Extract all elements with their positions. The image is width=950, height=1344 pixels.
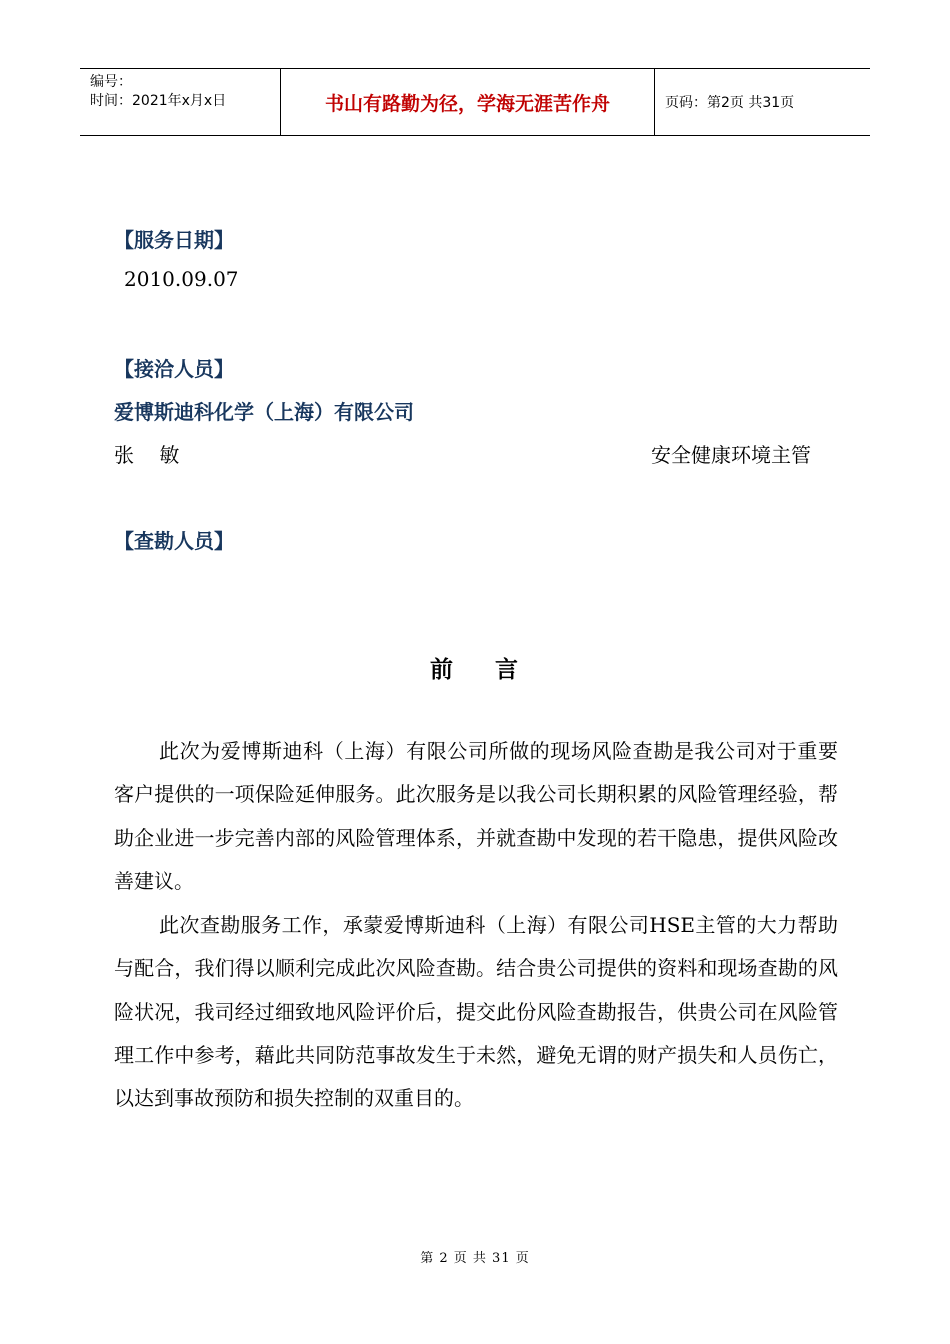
header-meta — [80, 69, 281, 135]
header-page-info: 页码：第2页 共31页 — [665, 95, 795, 111]
inspection-heading: 【查勘人员】 — [114, 529, 234, 553]
page-header — [80, 68, 870, 136]
reception-person-role: 安全健康环境主管 — [651, 443, 811, 467]
document-number-label: 编号： — [90, 74, 132, 90]
preface-paragraph-1: 此次为爱博斯迪科（上海）有限公司所做的现场风险查勘是我公司对于重要客户提供的一项保险延伸服务。此次服务是以我公司长期积累的风险管理经验，帮助企业进一步完善内部的风险管理体系，并就查勘中发现的若干隐患，提供风险改善建议。 — [114, 739, 838, 893]
reception-heading: 【接洽人员】 — [114, 357, 234, 381]
page-footer: 第 2 页 共 31 页 — [420, 1251, 530, 1266]
service-date-value: 2010.09.07 — [124, 267, 239, 291]
service-date-heading: 【服务日期】 — [114, 228, 234, 252]
header-motto: 书山有路勤为径，学海无涯苦作舟 — [281, 69, 655, 135]
preface-paragraph-2: 此次查勘服务工作，承蒙爱博斯迪科（上海）有限公司HSE主管的大力帮助与配合，我们得以顺利完成此次风险查勘。结合贵公司提供的资料和现场查勘的风险状况，我司经过细致地风险评价后，提交此份风险查勘报告，供贵公司在风险管理工作中参考，藉此共同防范事故发生于未然，避免无谓的财产损失和人员伤亡，以达到事故预防和损失控制的双重目的。 — [114, 913, 838, 1111]
reception-person-name: 张 敏 — [114, 443, 180, 467]
document-time-label: 时间：2021年x月x日 — [90, 93, 227, 109]
reception-company: 爱博斯迪科化学（上海）有限公司 — [114, 400, 414, 424]
preface-title: 前 言 — [429, 657, 521, 683]
